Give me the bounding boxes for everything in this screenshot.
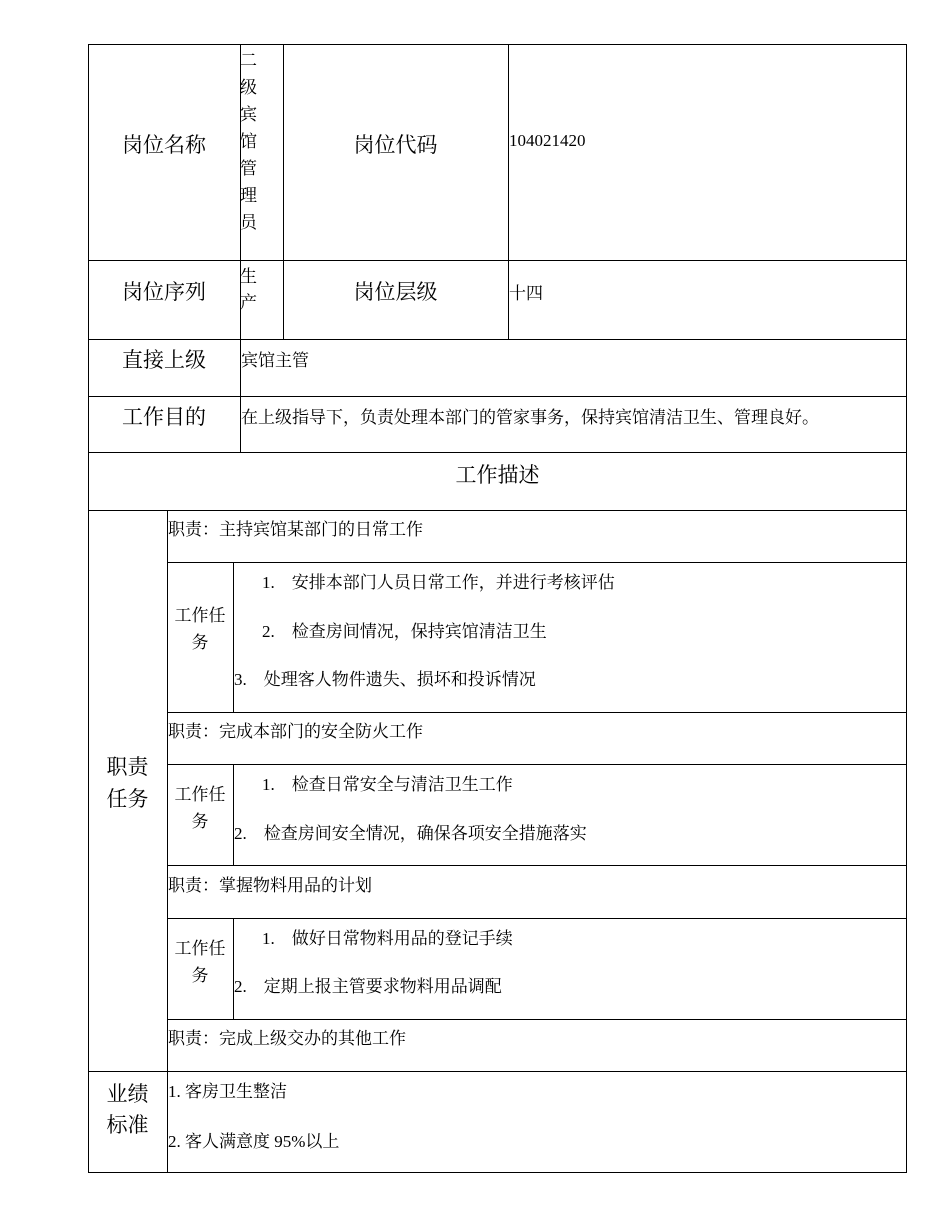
position-name-char: 管 <box>240 159 257 178</box>
task-item: 1. 做好日常物料用品的登记手续 <box>262 929 513 948</box>
position-code-value: 104021420 <box>509 131 586 150</box>
description-title: 工作描述 <box>455 463 540 487</box>
sequence-char: 产 <box>240 293 257 310</box>
performance-item: 1. 客房卫生整洁 <box>168 1082 287 1101</box>
purpose-label: 工作目的 <box>122 405 206 429</box>
position-name-char: 宾 <box>240 105 257 124</box>
superior-label: 直接上级 <box>122 348 206 372</box>
task-label-2: 务 <box>191 812 209 831</box>
task-label: 工作任 <box>174 785 226 804</box>
superior-value: 宾馆主管 <box>241 351 309 370</box>
position-name-char: 理 <box>240 186 257 205</box>
duties-section-label-2: 任务 <box>106 787 149 811</box>
duty-title: 职责：掌握物料用品的计划 <box>168 876 372 895</box>
position-name-char: 馆 <box>240 132 257 151</box>
position-name-char: 二 <box>240 51 257 70</box>
task-label: 工作任 <box>174 939 226 958</box>
position-code-label: 岗位代码 <box>353 133 438 157</box>
position-name-label: 岗位名称 <box>122 133 206 157</box>
task-item: 2. 定期上报主管要求物料用品调配 <box>234 977 502 996</box>
performance-label-2: 标准 <box>106 1113 149 1137</box>
task-item: 2. 检查房间情况，保持宾馆清洁卫生 <box>262 622 547 641</box>
task-item: 1. 检查日常安全与清洁卫生工作 <box>262 775 513 794</box>
position-name-char: 员 <box>240 213 257 232</box>
performance-label: 业绩 <box>106 1082 149 1106</box>
purpose-value: 在上级指导下，负责处理本部门的管家事务，保持宾馆清洁卫生、管理良好。 <box>241 408 819 427</box>
level-value: 十四 <box>509 284 543 303</box>
performance-item: 2. 客人满意度 95%以上 <box>168 1132 340 1151</box>
task-item: 3. 处理客人物件遗失、损坏和投诉情况 <box>234 670 536 689</box>
task-label: 工作任 <box>174 606 226 625</box>
task-item: 2. 检查房间安全情况，确保各项安全措施落实 <box>234 824 587 843</box>
level-label: 岗位层级 <box>353 280 438 304</box>
duty-title: 职责：完成本部门的安全防火工作 <box>168 722 423 741</box>
task-label-2: 务 <box>191 633 209 652</box>
duties-section-label: 职责 <box>106 755 149 779</box>
sequence-label: 岗位序列 <box>122 280 206 304</box>
position-name-char: 级 <box>240 78 257 97</box>
duty-title: 职责：主持宾馆某部门的日常工作 <box>168 520 423 539</box>
task-label-2: 务 <box>191 966 209 985</box>
duty-title: 职责：完成上级交办的其他工作 <box>168 1029 406 1048</box>
sequence-char: 生 <box>240 267 257 286</box>
task-item: 1. 安排本部门人员日常工作，并进行考核评估 <box>262 573 615 592</box>
